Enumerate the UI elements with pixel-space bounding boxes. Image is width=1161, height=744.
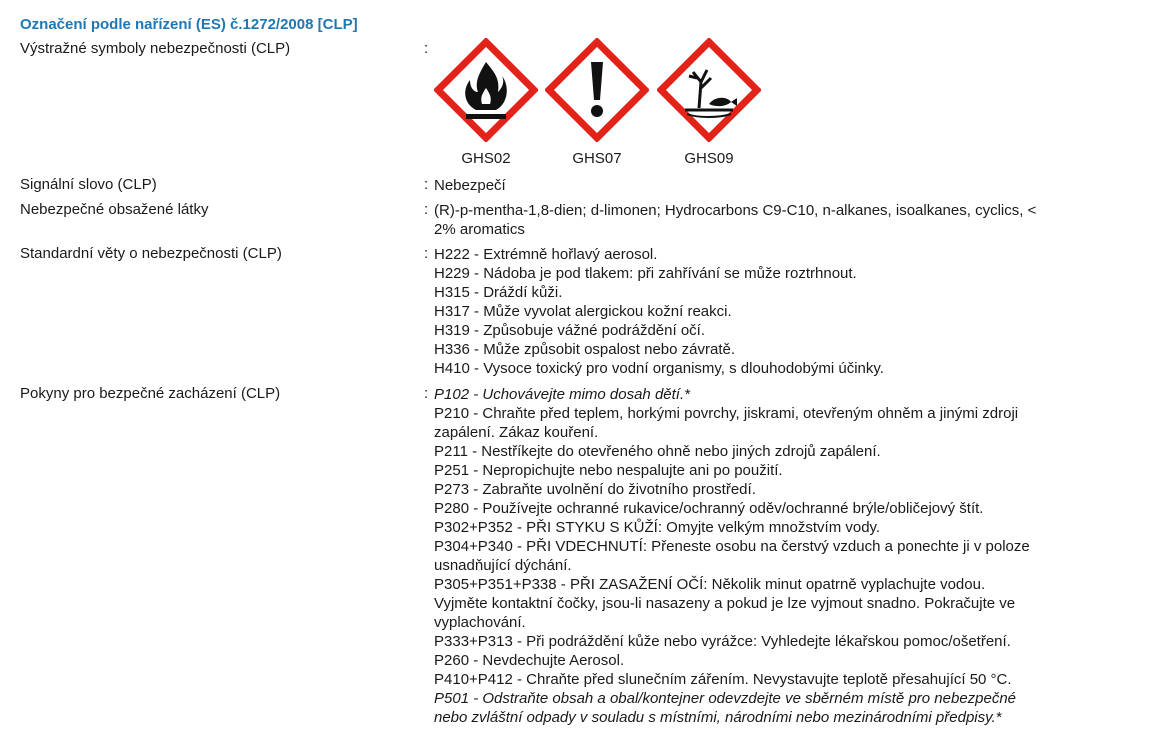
- colon: :: [424, 201, 429, 218]
- hazard-statement: H410 - Vysoce toxický pro vodní organismy, s dlouhodobými účinky.: [434, 360, 884, 377]
- precautionary-statement: nebo zvláštní odpady v souladu s místními, národními nebo mezinárodními předpisy.*: [434, 709, 1002, 726]
- precautionary-statement: P280 - Používejte ochranné rukavice/ochranný oděv/ochranné brýle/obličejový štít.: [434, 500, 984, 517]
- text-line: 2% aromatics: [434, 221, 525, 238]
- hazard-statement: H222 - Extrémně hořlavý aerosol.: [434, 246, 658, 263]
- section-title: Označení podle nařízení (ES) č.1272/2008 [CLP]: [20, 16, 358, 33]
- signal-word-label: Signální slovo (CLP): [20, 176, 157, 193]
- precautionary-statements-list: [434, 385, 1114, 727]
- precautionary-statement: P305+P351+P338 - PŘI ZASAŽENÍ OČÍ: Několik minut opatrně vyplachujte vodou.: [434, 576, 986, 593]
- precautionary-statement: P260 - Nevdechujte Aerosol.: [434, 652, 625, 669]
- colon: :: [424, 176, 429, 193]
- precautionary-statement: P210 - Chraňte před teplem, horkými povrchy, jiskrami, otevřeným ohněm a jinými zdroji: [434, 405, 1019, 422]
- ghs09-code: GHS09: [684, 150, 734, 167]
- hazard-statement: H319 - Způsobuje vážné podráždění očí.: [434, 322, 706, 339]
- signal-word-value: Nebezpečí: [434, 177, 506, 194]
- text-line: (R)-p-mentha-1,8-dien; d-limonen; Hydrocarbons C9-C10, n-alkanes, isoalkanes, cyclics, <: [434, 202, 1037, 219]
- ghs09-pictogram: [657, 38, 761, 142]
- precautionary-statement: P410+P412 - Chraňte před slunečním zářením. Nevystavujte teplotě přesahující 50 °C.: [434, 671, 1012, 688]
- hazard-statements-list: [434, 245, 1114, 378]
- hazardous-components-label: Nebezpečné obsažené látky: [20, 201, 209, 218]
- hazard-statement: H317 - Může vyvolat alergickou kožní reakci.: [434, 303, 732, 320]
- colon: :: [424, 385, 429, 402]
- precautionary-statement: vyplachování.: [434, 614, 526, 631]
- precautionary-statement: P273 - Zabraňte uvolnění do životního prostředí.: [434, 481, 756, 498]
- colon: :: [424, 40, 429, 57]
- exclamation-icon: [545, 38, 649, 142]
- environment-icon: [657, 38, 761, 142]
- precautionary-statement: P501 - Odstraňte obsah a obal/kontejner odevzdejte ve sběrném místě pro nebezpečné: [434, 690, 1017, 707]
- pictograms-label: Výstražné symboly nebezpečnosti (CLP): [20, 40, 291, 57]
- precautionary-statement: Vyjměte kontaktní čočky, jsou-li nasazeny a pokud je lze vyjmout snadno. Pokračujte ve: [434, 595, 1016, 612]
- hazard-statements-label: Standardní věty o nebezpečnosti (CLP): [20, 245, 282, 262]
- precautionary-statement: P102 - Uchovávejte mimo dosah dětí.*: [434, 386, 690, 403]
- precautionary-statement: P251 - Nepropichujte nebo nespalujte ani po použití.: [434, 462, 783, 479]
- hazardous-components-value: [434, 201, 1114, 239]
- precautionary-statement: zapálení. Zákaz kouření.: [434, 424, 599, 441]
- precautionary-statement: usnadňující dýchání.: [434, 557, 572, 574]
- precautionary-statement: P302+P352 - PŘI STYKU S KŮŽÍ: Omyjte velkým množstvím vody.: [434, 519, 881, 536]
- colon: :: [424, 245, 429, 262]
- precautionary-statements-label: Pokyny pro bezpečné zacházení (CLP): [20, 385, 281, 402]
- hazard-statement: H315 - Dráždí kůži.: [434, 284, 563, 301]
- hazard-statement: H336 - Může způsobit ospalost nebo závratě.: [434, 341, 736, 358]
- precautionary-statement: P333+P313 - Při podráždění kůže nebo vyrážce: Vyhledejte lékařskou pomoc/ošetření.: [434, 633, 1011, 650]
- ghs07-code: GHS07: [572, 150, 622, 167]
- precautionary-statement: P304+P340 - PŘI VDECHNUTÍ: Přeneste osobu na čerstvý vzduch a ponechte ji v poloze: [434, 538, 1030, 555]
- flame-icon: [434, 38, 538, 142]
- hazard-statement: H229 - Nádoba je pod tlakem: při zahřívání se může roztrhnout.: [434, 265, 857, 282]
- ghs02-code: GHS02: [461, 150, 511, 167]
- precautionary-statement: P211 - Nestříkejte do otevřeného ohně nebo jiných zdrojů zapálení.: [434, 443, 881, 460]
- ghs07-pictogram: [545, 38, 649, 142]
- ghs02-pictogram: [434, 38, 538, 142]
